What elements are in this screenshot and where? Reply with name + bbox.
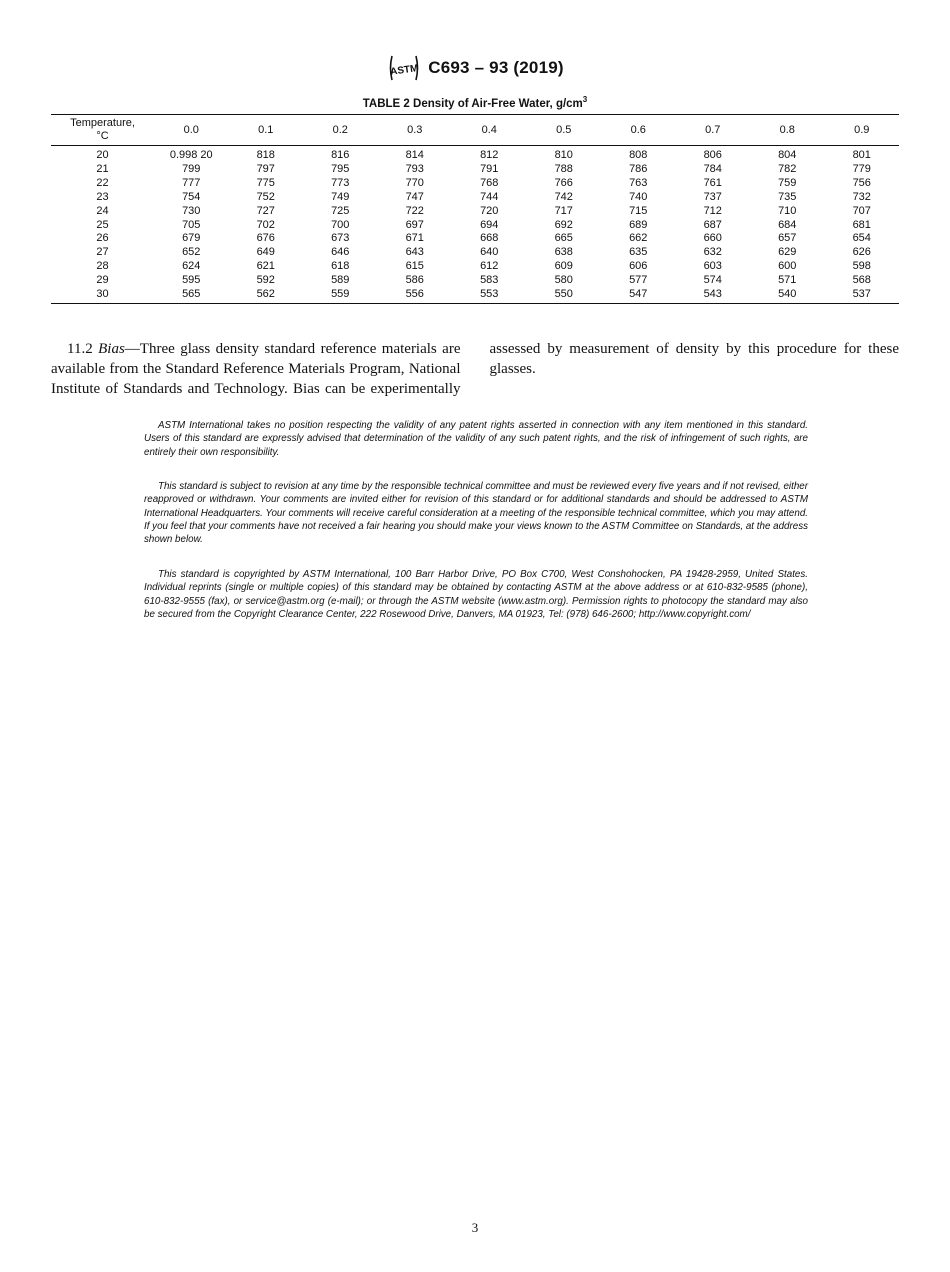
density-cell: 763 (629, 176, 648, 189)
column-header: 0.7 (676, 115, 751, 146)
density-cell: 720 (480, 204, 499, 217)
density-cell: 586 (405, 274, 424, 287)
table-row (51, 146, 899, 163)
density-cell: 784 (703, 162, 722, 175)
density-cell: 705 (182, 218, 201, 231)
density-cell: 770 (405, 176, 424, 189)
density-cell: 673 (331, 232, 350, 245)
density-cell: 654 (852, 232, 871, 245)
density-cell: 773 (331, 176, 350, 189)
bias-paragraph: 11.2 Bias—Three glass density standard reference materials are available from the Standard Reference Materials Program, National Institute of Standards and Technology. Bias can be experimentally assessed by measurement of density by this procedure for these glasses. (51, 341, 899, 397)
density-cell: 791 (480, 162, 499, 175)
density-cell: 710 (778, 204, 797, 217)
density-cell: 722 (405, 204, 424, 217)
temperature-cell: 27 (96, 246, 109, 259)
density-cell: 559 (331, 288, 350, 301)
column-header: 0.9 (825, 115, 900, 146)
density-cell: 668 (480, 232, 499, 245)
density-cell: 806 (703, 149, 722, 161)
density-cell: 793 (405, 162, 424, 175)
revision-notice: This standard is subject to revision at any time by the responsible technical committee and must be reviewed every five years and if not revised, either reapproved or withdrawn. Your comments are invited either for revision of this standard or for additional standards and should be addressed to ASTM International Headquarters. Your comments will receive careful consideration at a meeting of the responsible technical committee, which you may attend. If you feel that your comments have not received a fair hearing you should make your views known to the ASTM Committee on Standards, at the address shown below. (144, 481, 808, 546)
patent-notice: ASTM International takes no position respecting the validity of any patent rights asserted in connection with any item mentioned in this standard. Users of this standard are expressly advised that determination of the validity of any such patent rights, and the risk of infringement of such rights, are entirely their own responsibility. (144, 420, 808, 458)
density-cell: 640 (480, 246, 499, 259)
column-header: 0.2 (303, 115, 378, 146)
density-cell: 618 (331, 260, 350, 273)
density-cell: 553 (480, 288, 499, 301)
table-row (51, 274, 899, 288)
density-cell: 615 (405, 260, 424, 273)
density-cell: 606 (629, 260, 648, 273)
density-cell: 814 (405, 149, 424, 161)
density-cell: 547 (629, 288, 648, 301)
density-cell: 702 (256, 218, 275, 231)
density-cell: 598 (852, 260, 871, 273)
density-cell: 727 (256, 204, 275, 217)
density-cell: 694 (480, 218, 499, 231)
density-cell: 621 (256, 260, 275, 273)
density-cell: 626 (852, 246, 871, 259)
temperature-cell: 20 (96, 149, 109, 161)
density-cell: 812 (480, 149, 499, 161)
density-cell: 649 (256, 246, 275, 259)
density-cell: 717 (554, 204, 573, 217)
temperature-header: Temperature, °C (51, 115, 154, 146)
bias-heading: Bias (98, 341, 125, 357)
density-cell: 657 (778, 232, 797, 245)
density-cell: 624 (182, 260, 201, 273)
table-row (51, 219, 899, 233)
density-cell: 756 (852, 176, 871, 189)
density-cell: 537 (852, 288, 871, 301)
density-cell: 684 (778, 218, 797, 231)
density-cell: 592 (256, 274, 275, 287)
density-cell: 612 (480, 260, 499, 273)
density-cell: 662 (629, 232, 648, 245)
temperature-cell: 29 (96, 274, 109, 287)
density-cell: 652 (182, 246, 201, 259)
density-cell: 715 (629, 204, 648, 217)
table-row (51, 246, 899, 260)
density-cell: 768 (480, 176, 499, 189)
temperature-cell: 25 (96, 218, 109, 231)
density-cell: 665 (554, 232, 573, 245)
density-cell: 540 (778, 288, 797, 301)
density-cell: 671 (405, 232, 424, 245)
standard-designation: C693 – 93 (2019) (428, 58, 564, 77)
density-cell: 795 (331, 162, 350, 175)
density-cell: 707 (852, 204, 871, 217)
logo-lettering: ASTM (389, 63, 420, 78)
density-cell: 562 (256, 288, 275, 301)
density-cell: 808 (629, 149, 648, 161)
density-cell: 749 (331, 190, 350, 203)
table-row (51, 260, 899, 274)
table-row (51, 205, 899, 219)
density-cell: 600 (778, 260, 797, 273)
density-cell: 742 (554, 190, 573, 203)
document-header (0, 52, 950, 84)
density-cell: 568 (852, 274, 871, 287)
temperature-cell: 22 (96, 176, 109, 189)
density-cell: 660 (703, 232, 722, 245)
density-cell: 609 (554, 260, 573, 273)
column-header: 0.4 (452, 115, 527, 146)
density-cell: 583 (480, 274, 499, 287)
density-cell: 818 (256, 149, 275, 161)
table-body (51, 146, 899, 304)
density-cell: 747 (405, 190, 424, 203)
column-header: 0.5 (527, 115, 602, 146)
density-cell: 801 (852, 149, 871, 161)
density-cell: 816 (331, 149, 350, 161)
copyright-notice: This standard is copyrighted by ASTM International, 100 Barr Harbor Drive, PO Box C700, West Conshohocken, PA 19428-2959, United States. Individual reprints (single or multiple copies) of this standard may be obtained by contacting ASTM at the above address or at 610-832-9585 (phone), 610-832-9555 (fax), or service@astm.org (e-mail); or through the ASTM website (www.astm.org). Permission rights to photocopy the standard may also be secured from the Copyright Clearance Center, 222 Rosewood Drive, Danvers, MA 01923, Tel: (978) 646-2600; http://www.copyright.com/ (144, 569, 808, 620)
temperature-cell: 30 (96, 288, 109, 301)
table-row (51, 163, 899, 177)
density-cell: 775 (256, 176, 275, 189)
density-cell: 689 (629, 218, 648, 231)
density-table (51, 114, 899, 304)
temperature-cell: 23 (96, 190, 109, 203)
density-cell: 761 (703, 176, 722, 189)
density-cell: 752 (256, 190, 275, 203)
density-cell: 676 (256, 232, 275, 245)
density-cell: 603 (703, 260, 722, 273)
density-cell: 782 (778, 162, 797, 175)
density-cell: 697 (405, 218, 424, 231)
table-header-row (51, 115, 899, 146)
column-header: 0.3 (378, 115, 453, 146)
column-header: 0.0 (154, 115, 229, 146)
column-header: 0.1 (229, 115, 304, 146)
density-cell: 629 (778, 246, 797, 259)
table-row (51, 191, 899, 205)
density-cell: 632 (703, 246, 722, 259)
density-cell: 687 (703, 218, 722, 231)
column-header: 0.6 (601, 115, 676, 146)
astm-logo-icon (386, 52, 422, 84)
density-cell: 810 (554, 149, 573, 161)
density-cell: 565 (182, 288, 201, 301)
density-cell: 754 (182, 190, 201, 203)
density-cell: 577 (629, 274, 648, 287)
density-cell: 0.998 20 (169, 149, 213, 161)
density-cell: 681 (852, 218, 871, 231)
temperature-cell: 24 (96, 204, 109, 217)
density-cell: 712 (703, 204, 722, 217)
table-row (51, 177, 899, 191)
density-cell: 589 (331, 274, 350, 287)
density-cell: 799 (182, 162, 201, 175)
density-cell: 786 (629, 162, 648, 175)
density-cell: 700 (331, 218, 350, 231)
density-cell: 779 (852, 162, 871, 175)
density-cell: 638 (554, 246, 573, 259)
temperature-cell: 28 (96, 260, 109, 273)
temperature-cell: 26 (96, 232, 109, 245)
density-cell: 580 (554, 274, 573, 287)
density-cell: 730 (182, 204, 201, 217)
density-cell: 732 (852, 190, 871, 203)
density-cell: 759 (778, 176, 797, 189)
section-11-2 (51, 339, 899, 399)
density-cell: 804 (778, 149, 797, 161)
temperature-cell: 21 (96, 162, 109, 175)
density-cell: 595 (182, 274, 201, 287)
density-cell: 574 (703, 274, 722, 287)
density-cell: 556 (405, 288, 424, 301)
density-cell: 571 (778, 274, 797, 287)
density-cell: 550 (554, 288, 573, 301)
density-cell: 740 (629, 190, 648, 203)
density-cell: 797 (256, 162, 275, 175)
table-row (51, 232, 899, 246)
density-cell: 646 (331, 246, 350, 259)
density-cell: 635 (629, 246, 648, 259)
table-row (51, 288, 899, 303)
density-cell: 777 (182, 176, 201, 189)
page-number: 3 (471, 1220, 479, 1235)
density-cell: 744 (480, 190, 499, 203)
density-cell: 543 (703, 288, 722, 301)
density-cell: 692 (554, 218, 573, 231)
density-cell: 766 (554, 176, 573, 189)
density-cell: 735 (778, 190, 797, 203)
table-title: TABLE 2 Density of Air-Free Water, $g/cm^3$ (362, 95, 588, 110)
density-cell: 643 (405, 246, 424, 259)
density-cell: 725 (331, 204, 350, 217)
column-header: 0.8 (750, 115, 825, 146)
density-cell: 679 (182, 232, 201, 245)
density-cell: 788 (554, 162, 573, 175)
density-cell: 737 (703, 190, 722, 203)
